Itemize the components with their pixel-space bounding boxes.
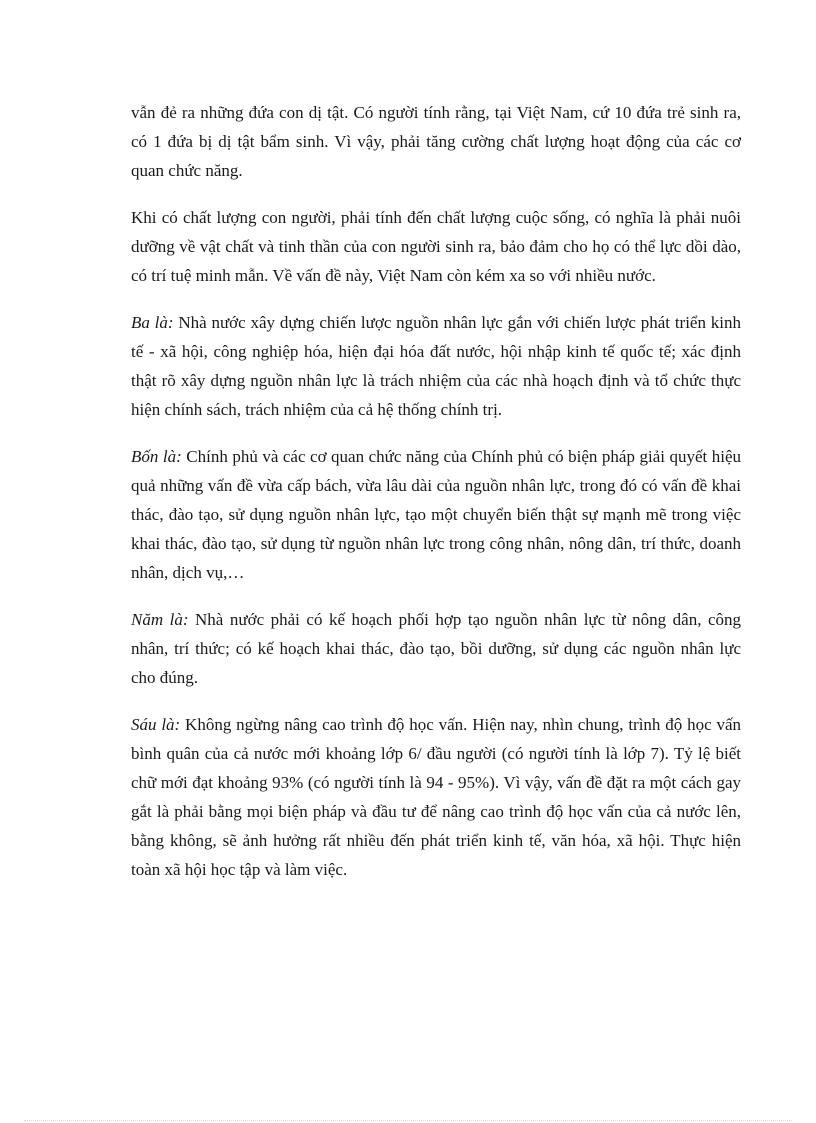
document-body (131, 98, 741, 902)
paragraph-nam-la-text: Nhà nước phải có kế hoạch phối hợp tạo nguồn nhân lực từ nông dân, công nhân, trí thức; có kế hoạch khai thác, đào tạo, bồi dưỡng, sử dụng các nguồn nhân lực cho đúng. (131, 610, 742, 687)
paragraph-nam-la-lead: Năm là: (131, 610, 189, 629)
paragraph-2-text: Khi có chất lượng con người, phải tính đến chất lượng cuộc sống, có nghĩa là phải nuôi dưỡng về vật chất và tinh thần của con người sinh ra, bảo đảm cho họ có thể lực dồi dào, có trí tuệ minh mẫn. Về vấn đề này, Việt Nam còn kém xa so với nhiều nước. (131, 208, 741, 285)
paragraph-1-text: vẫn đẻ ra những đứa con dị tật. Có người tính rằng, tại Việt Nam, cứ 10 đứa trẻ sinh ra, có 1 đứa bị dị tật bẩm sinh. Vì vậy, phải tăng cường chất lượng hoạt động của các cơ quan chức năng. (131, 103, 741, 180)
paragraph-ba-la-lead: Ba là: (131, 313, 174, 332)
paragraph-sau-la-text: Không ngừng nâng cao trình độ học vấn. Hiện nay, nhìn chung, trình độ học vấn bình quân của cả nước mới khoảng lớp 6/ đầu người (có người tính là lớp 7). Tỷ lệ biết chữ mới đạt khoảng 93% (có người tính là 94 - 95%). Vì vậy, vấn đề đặt ra một cách gay gắt là phải bằng mọi biện pháp và đầu tư để nâng cao trình độ học vấn của cả nước lên, bằng không, sẽ ảnh hưởng rất nhiều đến phát triển kinh tế, văn hóa, xã hội. Thực hiện toàn xã hội học tập và làm việc. (131, 715, 741, 879)
page-bottom-divider (24, 1120, 792, 1121)
paragraph-ba-la-text: Nhà nước xây dựng chiến lược nguồn nhân lực gắn với chiến lược phát triển kinh tế - xã hội, công nghiệp hóa, hiện đại hóa đất nước, hội nhập kinh tế quốc tế; xác định thật rõ xây dựng nguồn nhân lực là trách nhiệm của các nhà hoạch định và tổ chức thực hiện chính sách, trách nhiệm của cả hệ thống chính trị. (131, 313, 741, 419)
paragraph-sau-la (131, 710, 741, 884)
paragraph-1 (131, 98, 741, 185)
paragraph-ba-la (131, 308, 741, 424)
paragraph-2 (131, 203, 741, 290)
paragraph-nam-la (131, 605, 741, 692)
paragraph-bon-la (131, 442, 741, 587)
paragraph-bon-la-lead: Bốn là: (131, 447, 182, 466)
paragraph-bon-la-text: Chính phủ và các cơ quan chức năng của Chính phủ có biện pháp giải quyết hiệu quả những vấn đề vừa cấp bách, vừa lâu dài của nguồn nhân lực, trong đó có vấn đề khai thác, đào tạo, sử dụng nguồn nhân lực, tạo một chuyển biến thật sự mạnh mẽ trong việc khai thác, đào tạo, sử dụng từ nguồn nhân lực trong công nhân, nông dân, trí thức, doanh nhân, dịch vụ,… (131, 447, 741, 582)
paragraph-sau-la-lead: Sáu là: (131, 715, 181, 734)
